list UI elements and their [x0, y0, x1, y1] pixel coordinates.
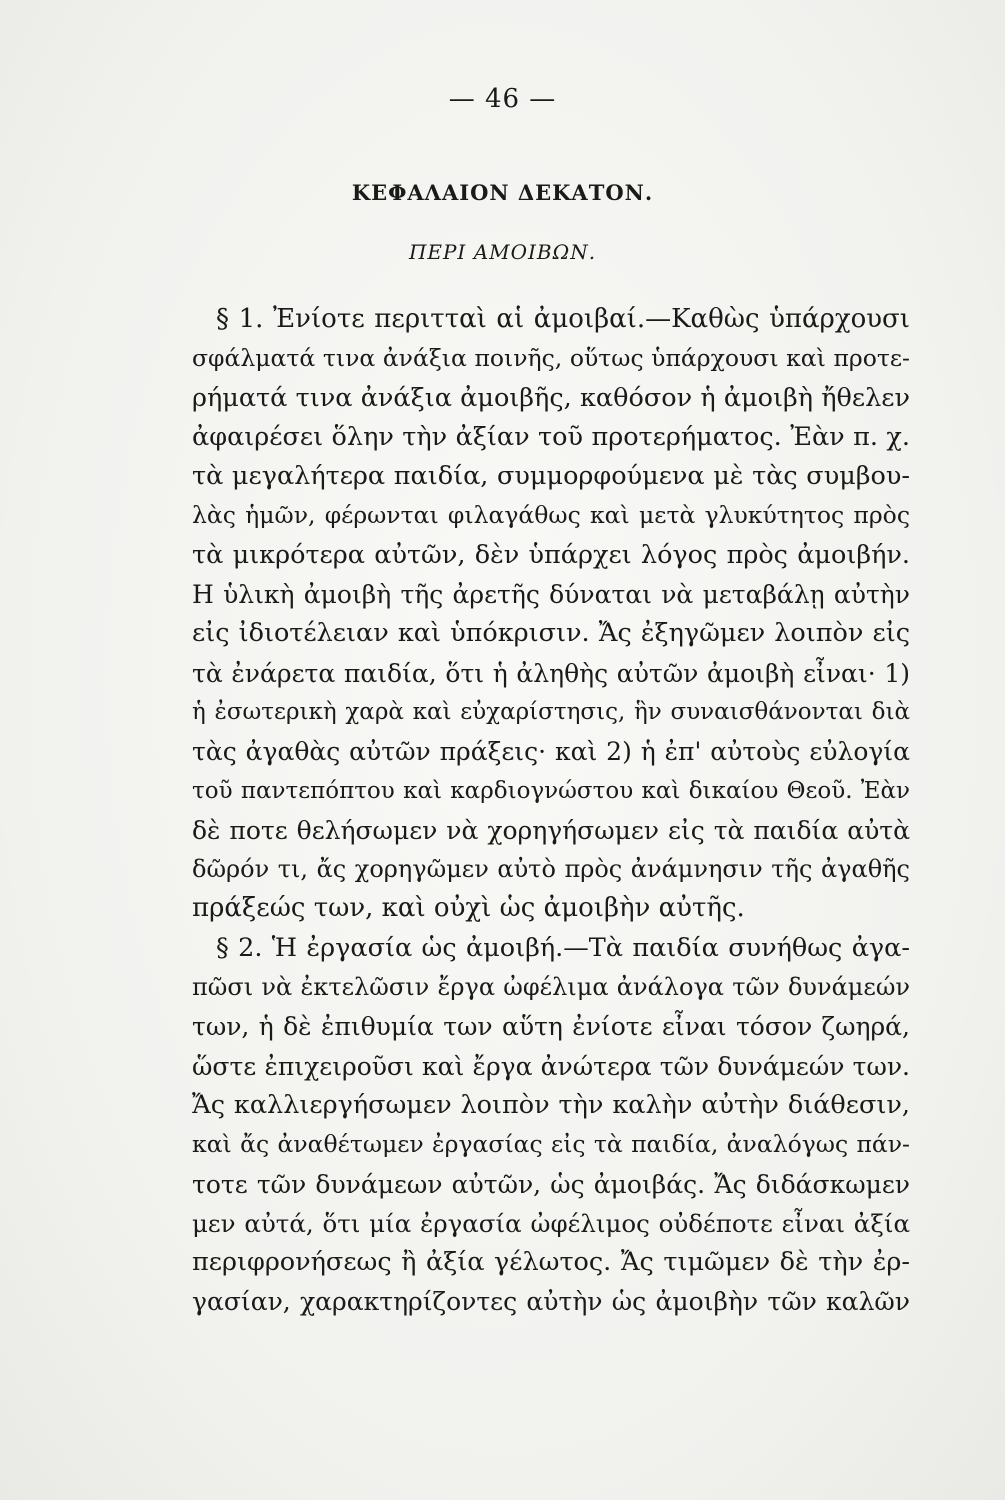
- text-line: δὲ ποτε θελήσωμεν νὰ χορηγήσωμεν εἰς τὰ παιδία αὐτὰ: [192, 815, 910, 845]
- text-line: Η ὑλικὴ ἀμοιβὴ τῆς ἀρετῆς δύναται νὰ μεταβάλῃ αὐτὴν: [192, 580, 910, 610]
- text-line: τὰς ἀγαθὰς αὐτῶν πράξεις· καὶ 2) ἡ ἐπ' αὐτοὺς εὐλογία: [192, 737, 910, 767]
- chapter-title: ΚΕΦΑΛΑΙΟΝ ΔΕΚΑΤΟΝ.: [351, 180, 654, 205]
- text-line: εἰς ἰδιοτέλειαν καὶ ὑπόκρισιν. Ἄς ἐξηγῶμεν λοιπὸν εἰς: [192, 618, 910, 649]
- text-line: πράξεώς των, καὶ οὐχὶ ὡς ἀμοιβὴν αὐτῆς.: [192, 893, 745, 924]
- text-line: πῶσι νὰ ἐκτελῶσιν ἔργα ὠφέλιμα ἀνάλογα τῶν δυνάμεών: [192, 973, 910, 1002]
- text-line: καὶ ἄς ἀναθέτωμεν ἐργασίας εἰς τὰ παιδία, ἀναλόγως πάν-: [192, 1130, 910, 1159]
- text-line: ἡ ἐσωτερικὴ χαρὰ καὶ εὐχαρίστησις, ἣν συναισθάνονται διὰ: [192, 698, 910, 725]
- text-line: τοῦ παντεπόπτου καὶ καρδιογνώστου καὶ δικαίου Θεοῦ. Ἐὰν: [192, 777, 910, 804]
- text-line: σφάλματά τινα ἀνάξια ποινῆς, οὕτως ὑπάρχουσι καὶ προτε-: [192, 344, 910, 373]
- text-line: των, ἡ δὲ ἐπιθυμία των αὕτη ἐνίοτε εἶναι τόσον ζωηρά,: [192, 1012, 910, 1042]
- text-line: δῶρόν τι, ἄς χορηγῶμεν αὐτὸ πρὸς ἀνάμνησιν τῆς ἀγαθῆς: [192, 855, 910, 884]
- text-line: Ἄς καλλιεργήσωμεν λοιπὸν τὴν καλὴν αὐτὴν διάθεσιν,: [192, 1089, 910, 1120]
- text-line: § 2. Ἡ ἐργασία ὡς ἀμοιβή.—Τὰ παιδία συνήθως ἀγα-: [216, 932, 910, 963]
- body-text: [192, 300, 910, 1322]
- text-line: τὰ ἐνάρετα παιδία, ὅτι ἡ ἀληθὴς αὐτῶν ἀμοιβὴ εἶναι· 1): [192, 658, 910, 688]
- text-line: τὰ μικρότερα αὐτῶν, δὲν ὑπάρχει λόγος πρὸς ἀμοιβήν.: [192, 539, 910, 570]
- text-line: λὰς ἡμῶν, φέρωνται φιλαγάθως καὶ μετὰ γλυκύτητος πρὸς: [192, 501, 910, 530]
- text-line: μεν αὐτά, ὅτι μία ἐργασία ὠφέλιμος οὐδέποτε εἶναι ἀξία: [192, 1208, 910, 1238]
- text-line: ἀφαιρέσει ὅλην τὴν ἀξίαν τοῦ προτερήματος. Ἐὰν π. χ.: [192, 421, 910, 452]
- page-number: — 46 —: [448, 84, 557, 114]
- text-line: ρήματά τινα ἀνάξια ἀμοιβῆς, καθόσον ἡ ἀμοιβὴ ἤθελεν: [192, 382, 910, 413]
- text-line: γασίαν, χαρακτηρίζοντες αὐτὴν ὡς ἀμοιβὴν τῶν καλῶν: [192, 1287, 910, 1317]
- chapter-subtitle: ΠΕΡΙ ΑΜΟΙΒΩΝ.: [408, 240, 597, 264]
- text-line: § 1. Ἐνίοτε περιτταὶ αἱ ἀμοιβαί.—Καθὼς ὑπάρχουσι: [216, 304, 910, 334]
- text-line: ὥστε ἐπιχειροῦσι καὶ ἔργα ἀνώτερα τῶν δυνάμεών των.: [192, 1051, 910, 1081]
- text-line: περιφρονήσεως ἢ ἀξία γέλωτος. Ἄς τιμῶμεν δὲ τὴν ἐρ-: [192, 1247, 910, 1278]
- text-line: τὰ μεγαλήτερα παιδία, συμμορφούμενα μὲ τὰς συμβου-: [192, 461, 910, 492]
- text-line: τοτε τῶν δυνάμεων αὐτῶν, ὡς ἀμοιβάς. Ἄς διδάσκωμεν: [192, 1169, 910, 1199]
